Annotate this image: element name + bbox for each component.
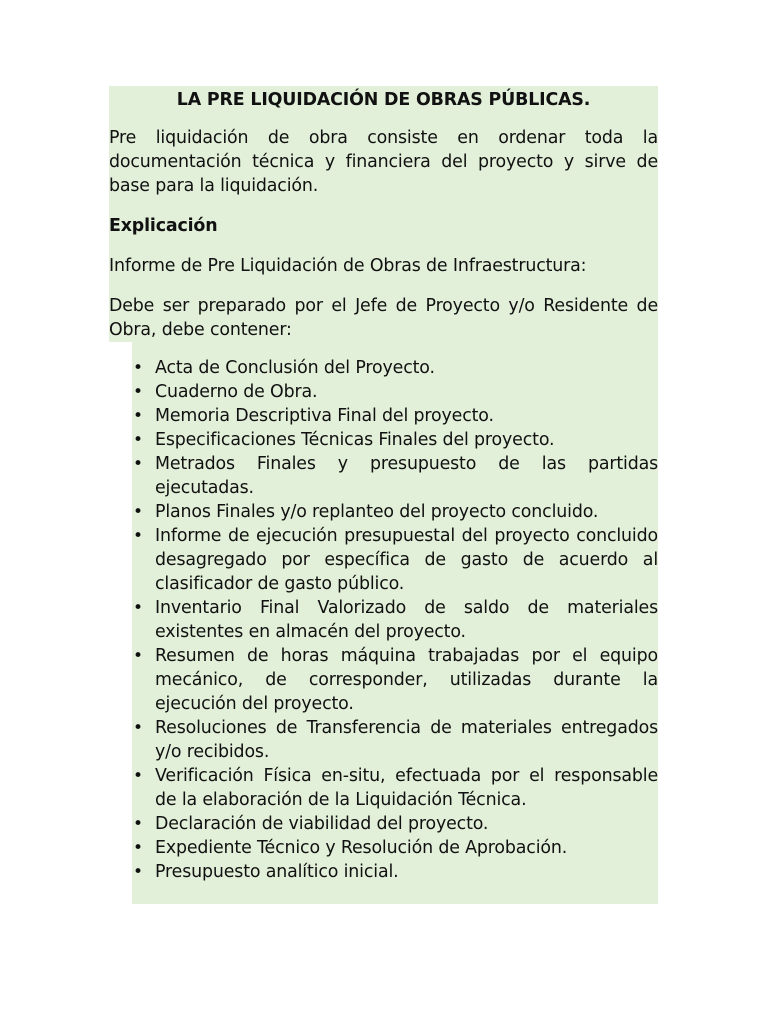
list-item <box>109 380 658 404</box>
bullet-icon: • <box>133 526 143 546</box>
list-item <box>109 596 658 644</box>
list-item <box>109 428 658 452</box>
list-item-text: Informe de ejecución presupuestal del proyecto concluido desagregado por específica de gasto de acuerdo al clasificador de gasto público. <box>155 526 658 594</box>
list-item-text: Acta de Conclusión del Proyecto. <box>155 358 435 378</box>
bullet-icon: • <box>133 718 143 738</box>
list-item <box>109 812 658 836</box>
list-item <box>109 452 658 500</box>
bullet-icon: • <box>133 454 143 474</box>
bullet-icon: • <box>133 646 143 666</box>
list-item-text: Expediente Técnico y Resolución de Aprobación. <box>155 838 568 858</box>
bullet-icon: • <box>133 862 143 882</box>
list-item <box>109 500 658 524</box>
bullet-icon: • <box>133 814 143 834</box>
list-item <box>109 404 658 428</box>
list-item-text: Presupuesto analítico inicial. <box>155 862 399 882</box>
bullet-icon: • <box>133 430 143 450</box>
bullet-icon: • <box>133 598 143 618</box>
section-heading: Explicación <box>109 216 218 236</box>
list-item-text: Declaración de viabilidad del proyecto. <box>155 814 489 834</box>
list-item-text: Planos Finales y/o replanteo del proyecto concluido. <box>155 502 599 522</box>
bullet-icon: • <box>133 838 143 858</box>
list-item <box>109 836 658 860</box>
list-item-text: Metrados Finales y presupuesto de las partidas ejecutadas. <box>155 454 658 498</box>
list-item <box>109 524 658 596</box>
list-item <box>109 860 658 884</box>
requirements-list <box>109 356 658 884</box>
bullet-icon: • <box>133 766 143 786</box>
document-content <box>109 86 658 884</box>
intro-paragraph: Pre liquidación de obra consiste en ordenar toda la documentación técnica y financiera del proyecto y sirve de base para la liquidación. <box>109 128 658 196</box>
bullet-icon: • <box>133 502 143 522</box>
list-item <box>109 356 658 380</box>
list-item-text: Resoluciones de Transferencia de materiales entregados y/o recibidos. <box>155 718 658 762</box>
list-item <box>109 716 658 764</box>
list-item-text: Inventario Final Valorizado de saldo de materiales existentes en almacén del proyecto. <box>155 598 658 642</box>
requirement-paragraph: Debe ser preparado por el Jefe de Proyecto y/o Residente de Obra, debe contener: <box>109 296 658 340</box>
list-item <box>109 764 658 812</box>
document-title: LA PRE LIQUIDACIÓN DE OBRAS PÚBLICAS. <box>176 90 591 110</box>
bullet-icon: • <box>133 406 143 426</box>
report-line: Informe de Pre Liquidación de Obras de Infraestructura: <box>109 256 587 276</box>
list-item-text: Memoria Descriptiva Final del proyecto. <box>155 406 494 426</box>
bullet-icon: • <box>133 382 143 402</box>
list-item-text: Cuaderno de Obra. <box>155 382 318 402</box>
bullet-icon: • <box>133 358 143 378</box>
list-item <box>109 644 658 716</box>
list-item-text: Resumen de horas máquina trabajadas por el equipo mecánico, de corresponder, utilizadas durante la ejecución del proyecto. <box>155 646 658 714</box>
list-item-text: Especificaciones Técnicas Finales del proyecto. <box>155 430 555 450</box>
list-item-text: Verificación Física en-situ, efectuada por el responsable de la elaboración de la Liquidación Técnica. <box>155 766 658 810</box>
